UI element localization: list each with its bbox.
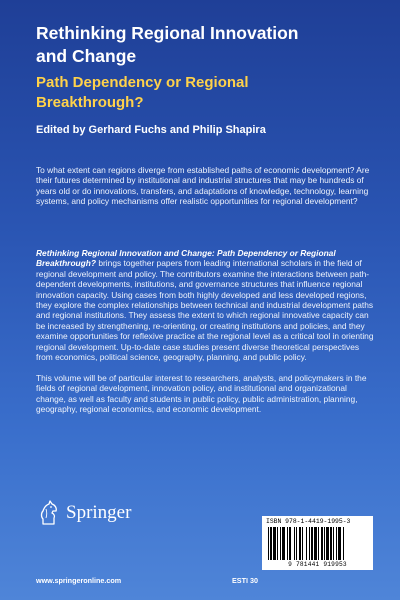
subtitle-line-1: Path Dependency or Regional bbox=[36, 74, 249, 91]
paragraph-2-text: brings together papers from leading international scholars in the field of regional development and policy. The contributors examine the interactions between path-dependent developments, institutions, and governance structures that influence regional innovation capacity. Using cases from both highly developed and less developed regions, they explore the complex relationships between technical and industrial development paths and regional institutions. They assess the extent to which regional innovative capacity can be increased by strengthening, re-orienting, or creating institutions and policies, and they examine opportunities for reflexive practice at the regional level as a critical tool in orienting regional development. Up-to-date case studies present diverse theoretical perspectives from economics, political science, geography, planning, and public policy. bbox=[36, 258, 374, 363]
paragraph-book-title: Rethinking Regional Innovation and Change: Path Dependency or Regional Breakthrough? bbox=[36, 248, 336, 269]
book-subtitle bbox=[36, 73, 376, 113]
editors-line: Edited by Gerhard Fuchs and Philip Shapira bbox=[36, 124, 266, 136]
isbn-number: ISBN 978-1-4419-1995-3 bbox=[266, 518, 351, 525]
title-line-1: Rethinking Regional Innovation bbox=[36, 23, 299, 43]
subtitle-line-2: Breakthrough? bbox=[36, 94, 144, 111]
springer-knight-icon bbox=[38, 500, 60, 526]
description-paragraph-2 bbox=[36, 248, 376, 362]
publisher-logo bbox=[38, 500, 131, 526]
description-paragraph-3: This volume will be of particular interest to researchers, analysts, and policymakers in the fields of regional development, innovation policy, and institutional and organizational change, as well as faculty and students in public policy, public administration, planning, geography, regional economics, and economic development. bbox=[36, 373, 367, 415]
title-line-2: and Change bbox=[36, 46, 137, 66]
isbn-barcode bbox=[262, 516, 373, 570]
publisher-name: Springer bbox=[66, 502, 132, 523]
book-title bbox=[36, 22, 376, 68]
barcode-bars bbox=[266, 527, 369, 560]
barcode-digits: 9 781441 919953 bbox=[288, 561, 347, 568]
publisher-website[interactable]: www.springeronline.com bbox=[36, 576, 122, 585]
description-paragraph-1: To what extent can regions diverge from established paths of economic development? Are their futures determined by institutional and industrial structures that may be hundreds of years old or do innovations, transfers, and adaptations of knowledge, technology, learning systems, and policy mechanisms offer realistic opportunities for regional development? bbox=[36, 165, 370, 207]
subject-code: ESTI 30 bbox=[232, 576, 258, 585]
